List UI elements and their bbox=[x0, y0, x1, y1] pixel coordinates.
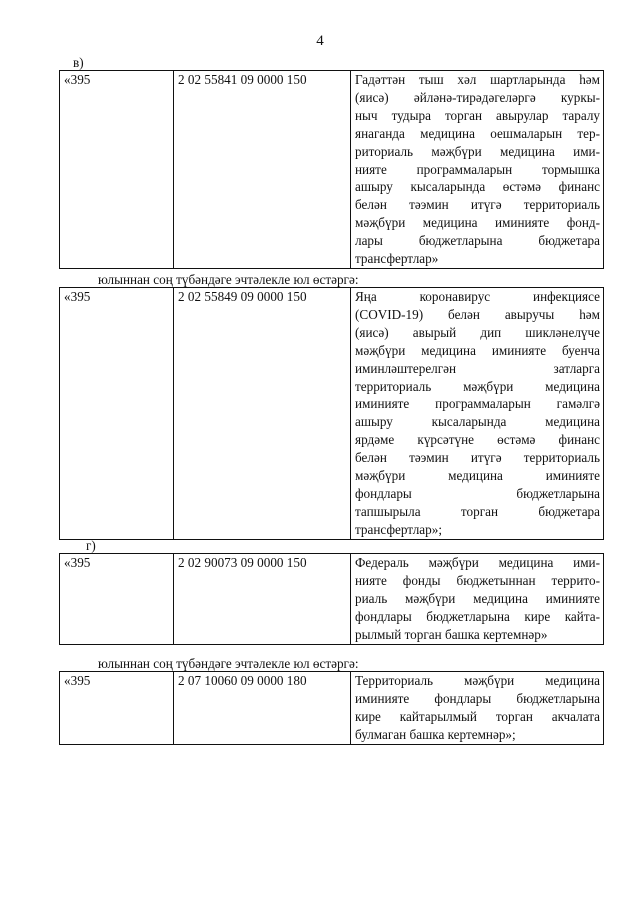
table-row bbox=[60, 288, 604, 540]
description-line: мәҗбүри медицина иминияте bbox=[355, 468, 600, 484]
description-line: Гадәттән тыш хәл шартларында һәм bbox=[355, 72, 600, 87]
budget-table-g bbox=[59, 553, 604, 645]
insert-instruction: юлыннан соң түбәндәге эчтәлекле юл өстәргә: bbox=[98, 656, 359, 671]
table-row bbox=[60, 554, 604, 645]
description-line: янаганда медицина оешмаларын тер- bbox=[355, 125, 600, 141]
budget-table-insert-1 bbox=[59, 287, 604, 540]
description-line: ярдәме күрсәтүне өстәмә финанс bbox=[355, 432, 600, 448]
section-label-v: в) bbox=[73, 55, 84, 70]
description-line: трансфертлар»; bbox=[355, 521, 442, 537]
description-line: иминияте программаларын гамәлгә bbox=[355, 396, 600, 412]
kbk-cell: 2 07 10060 09 0000 180 bbox=[174, 672, 351, 745]
description-line: лары бюджетларына бюджетара bbox=[355, 233, 600, 249]
description-line: Территориаль мәҗбүри медицина bbox=[355, 673, 600, 688]
table-row bbox=[60, 672, 604, 745]
description-line: фондлары бюджетларына кире кайта- bbox=[355, 608, 600, 624]
kbk-cell: 2 02 55849 09 0000 150 bbox=[174, 288, 351, 540]
description-line: (яисә) әйләнә-тирәдәгеләргә куркы- bbox=[355, 89, 600, 105]
description-line: иминияте фондлары бюджетларына bbox=[355, 690, 600, 706]
description-line: фондлары бюджетларына bbox=[355, 485, 600, 501]
description-line: белән тәэмин итүгә территориаль bbox=[355, 197, 600, 213]
description-line: мәҗбүри медицина иминияте фонд- bbox=[355, 215, 600, 231]
description-line: трансфертлар» bbox=[355, 251, 439, 267]
description-line: Федераль мәҗбүри медицина ими- bbox=[355, 555, 600, 570]
budget-table-v bbox=[59, 70, 604, 269]
description-line: нияте программаларын тормышка bbox=[355, 161, 600, 177]
description-line: ашыру кысаларында өстәмә финанс bbox=[355, 179, 600, 195]
code-cell: «395 bbox=[60, 672, 174, 745]
table-row bbox=[60, 71, 604, 269]
description-line: (яисә) авырый дип шикләнелүче bbox=[355, 324, 600, 340]
section-label-g: г) bbox=[86, 538, 96, 553]
description-cell bbox=[351, 288, 604, 540]
description-line: кире кайтарылмый торган акчалата bbox=[355, 708, 600, 724]
description-line: территориаль мәҗбүри медицина bbox=[355, 378, 600, 394]
description-line: иминләштерелгән затларга bbox=[355, 360, 600, 376]
insert-instruction: юлыннан соң түбәндәге эчтәлекле юл өстәргә: bbox=[98, 272, 359, 287]
description-line: тапшырыла торган бюджетара bbox=[355, 503, 600, 519]
budget-table-insert-2 bbox=[59, 671, 604, 745]
description-line: Яңа коронавирус инфекциясе bbox=[355, 289, 600, 304]
description-line: нияте фонды бюджетыннан террито- bbox=[355, 572, 600, 588]
kbk-cell: 2 02 55841 09 0000 150 bbox=[174, 71, 351, 269]
description-cell bbox=[351, 554, 604, 645]
description-line: (COVID-19) белән авыручы һәм bbox=[355, 306, 600, 322]
description-line: ашыру кысаларында медицина bbox=[355, 414, 600, 430]
kbk-cell: 2 02 90073 09 0000 150 bbox=[174, 554, 351, 645]
description-line: ныч тудыра торган авырулар таралу bbox=[355, 107, 600, 123]
description-line: риториаль мәҗбүри медицина ими- bbox=[355, 143, 600, 159]
description-line: рылмый торган башка кертемнәр» bbox=[355, 626, 548, 642]
code-cell: «395 bbox=[60, 288, 174, 540]
code-cell: «395 bbox=[60, 554, 174, 645]
page-number: 4 bbox=[316, 33, 324, 49]
code-cell: «395 bbox=[60, 71, 174, 269]
description-cell bbox=[351, 672, 604, 745]
description-line: мәҗбүри медицина иминияте буенча bbox=[355, 342, 600, 358]
description-line: белән тәэмин итүгә территориаль bbox=[355, 450, 600, 466]
description-line: булмаган башка кертемнәр»; bbox=[355, 726, 516, 742]
description-line: риаль мәҗбүри медицина иминияте bbox=[355, 590, 600, 606]
description-cell bbox=[351, 71, 604, 269]
